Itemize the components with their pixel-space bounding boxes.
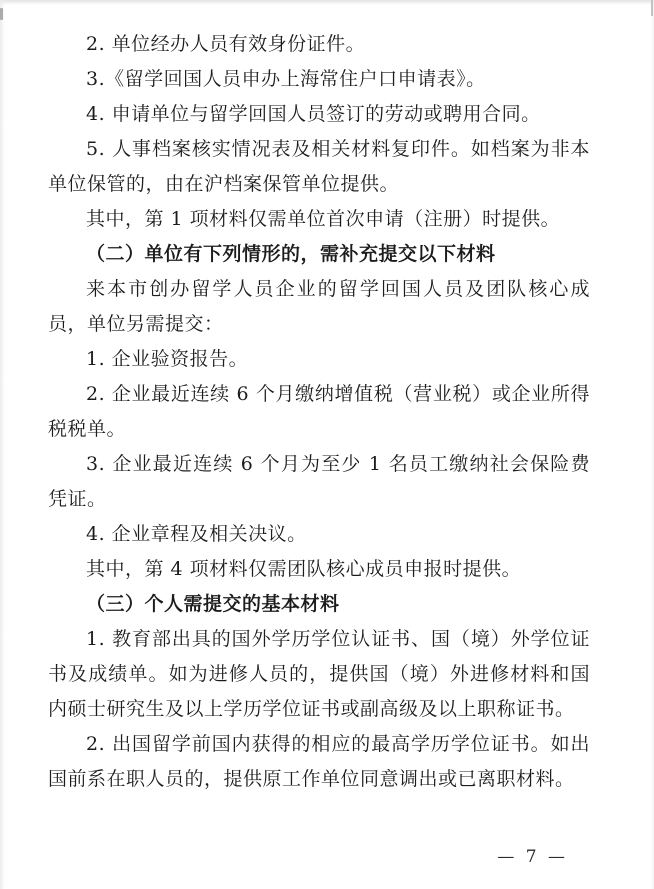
paragraph: 来本市创办留学人员企业的留学回国人员及团队核心成员，单位另需提交： <box>48 278 590 335</box>
scan-artifact-right-smudge <box>651 0 653 16</box>
list-item: 3.《留学回国人员申办上海常住户口申请表》。 <box>86 68 486 90</box>
list-item: 4. 企业章程及相关决议。 <box>86 523 307 545</box>
list-item: 5. 人事档案核实情况表及相关材料复印件。如档案为非本单位保管的，由在沪档案保管单位提供。 <box>48 138 590 195</box>
page-number: — 7 — <box>497 847 568 867</box>
scan-artifact-left-smudge <box>0 8 3 20</box>
list-item: 2. 出国留学前国内获得的相应的最高学历学位证书。如出国前系在职人员的，提供原工作单位同意调出或已离职材料。 <box>48 733 590 790</box>
document-content <box>48 27 590 797</box>
list-item: 2. 单位经办人员有效身份证件。 <box>86 33 366 55</box>
list-item: 2. 企业最近连续 6 个月缴纳增值税（营业税）或企业所得税税单。 <box>48 383 590 440</box>
paragraph: 其中，第 1 项材料仅需单位首次申请（注册）时提供。 <box>86 208 561 230</box>
paragraph: 其中，第 4 项材料仅需团队核心成员申报时提供。 <box>86 558 522 580</box>
list-item: 3. 企业最近连续 6 个月为至少 1 名员工缴纳社会保险费凭证。 <box>48 453 590 510</box>
list-item: 1. 教育部出具的国外学历学位认证书、国（境）外学位证书及成绩单。如为进修人员的，提供国（境）外进修材料和国内硕士研究生及以上学历学位证书或副高级及以上职称证书。 <box>48 628 590 720</box>
list-item: 4. 申请单位与留学回国人员签订的劳动或聘用合同。 <box>86 103 541 125</box>
list-item: 1. 企业验资报告。 <box>86 348 249 370</box>
scan-artifact-left-edge <box>0 0 5 889</box>
scan-artifact-right-edge <box>650 0 654 889</box>
section-heading-2: （二）单位有下列情形的，需补充提交以下材料 <box>86 243 496 265</box>
scan-artifact-top-edge <box>0 0 654 5</box>
section-heading-3: （三）个人需提交的基本材料 <box>86 593 340 615</box>
